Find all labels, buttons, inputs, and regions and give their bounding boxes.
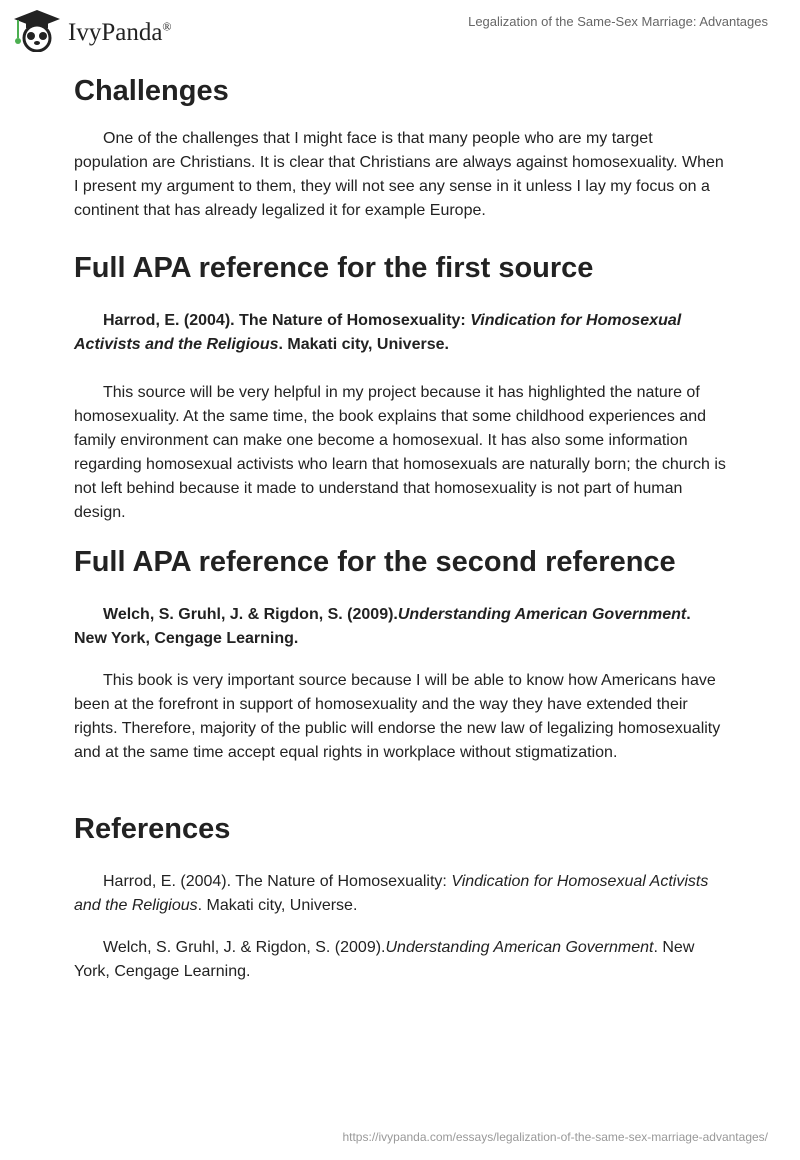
ivypanda-logo[interactable] [12,8,172,52]
section-heading: References [74,813,231,845]
document-title: Legalization of the Same-Sex Marriage: Advantages [468,14,768,29]
ref-title: Vindication for Homosexual Activists and the Religious [74,312,682,353]
ref-title: Vindication for Homosexual Activists and the Religious [74,873,709,914]
section-heading: Full APA reference for the first source [74,252,594,284]
ref-publisher: . Makati city, Universe. [197,897,358,914]
panda-graduate-icon [12,8,62,52]
ref-title: Understanding American Government [385,939,654,956]
section-heading: Challenges [74,75,229,107]
section-challenges [74,74,728,223]
apa-reference [74,603,728,651]
footer-url[interactable]: https://ivypanda.com/essays/legalization-of-the-same-sex-marriage-advantages/ [342,1130,768,1144]
section-first-source [74,251,728,525]
paragraph: One of the challenges that I might face is that many people who are my target population are Christians. It is clear that Christians are always against homosexuality. When I present my argument to them, they will not see any sense in it unless I lay my focus on a continent that has already legalized it for example Europe. [74,130,724,219]
ref-title: Understanding American Government [397,606,687,623]
ref-publisher: . Makati city, Universe. [278,336,449,353]
paragraph: This book is very important source because I will be able to know how Americans have been at the forefront in support of homosexuality and the way they have extended their rights. Therefore, majority of the public will endorse the new law of legalizing homosexuality and at the same time accept equal rights in workplace without stigmatization. [74,672,721,761]
apa-reference [74,309,728,357]
ref-publisher: . New York, Cengage Learning. [74,939,695,980]
logo-text: IvyPanda [68,19,163,46]
reference-item [74,870,728,918]
paragraph: This source will be very helpful in my project because it has highlighted the nature of homosexuality. At the same time, the book explains that some childhood experiences and family environment can make one become a homosexual. It has also some information regarding homosexual activists who learn that homosexuals are naturally born; the church is not left behind because it made to understand that homosexuality is not part of human design. [74,384,726,521]
ref-publisher: . New York, Cengage Learning. [74,606,691,647]
ref-authors: Welch, S. Gruhl, J. & Rigdon, S. (2009). [103,606,398,623]
section-heading: Full APA reference for the second reference [74,546,676,578]
ref-authors: Harrod, E. (2004). The Nature of Homosexuality: [103,312,471,329]
section-second-reference [74,545,728,765]
reference-item [74,936,728,984]
section-references [74,812,728,984]
ref-authors: Harrod, E. (2004). The Nature of Homosexuality: [103,873,452,890]
registered-mark: ® [162,19,172,34]
ref-authors: Welch, S. Gruhl, J. & Rigdon, S. (2009). [103,939,386,956]
